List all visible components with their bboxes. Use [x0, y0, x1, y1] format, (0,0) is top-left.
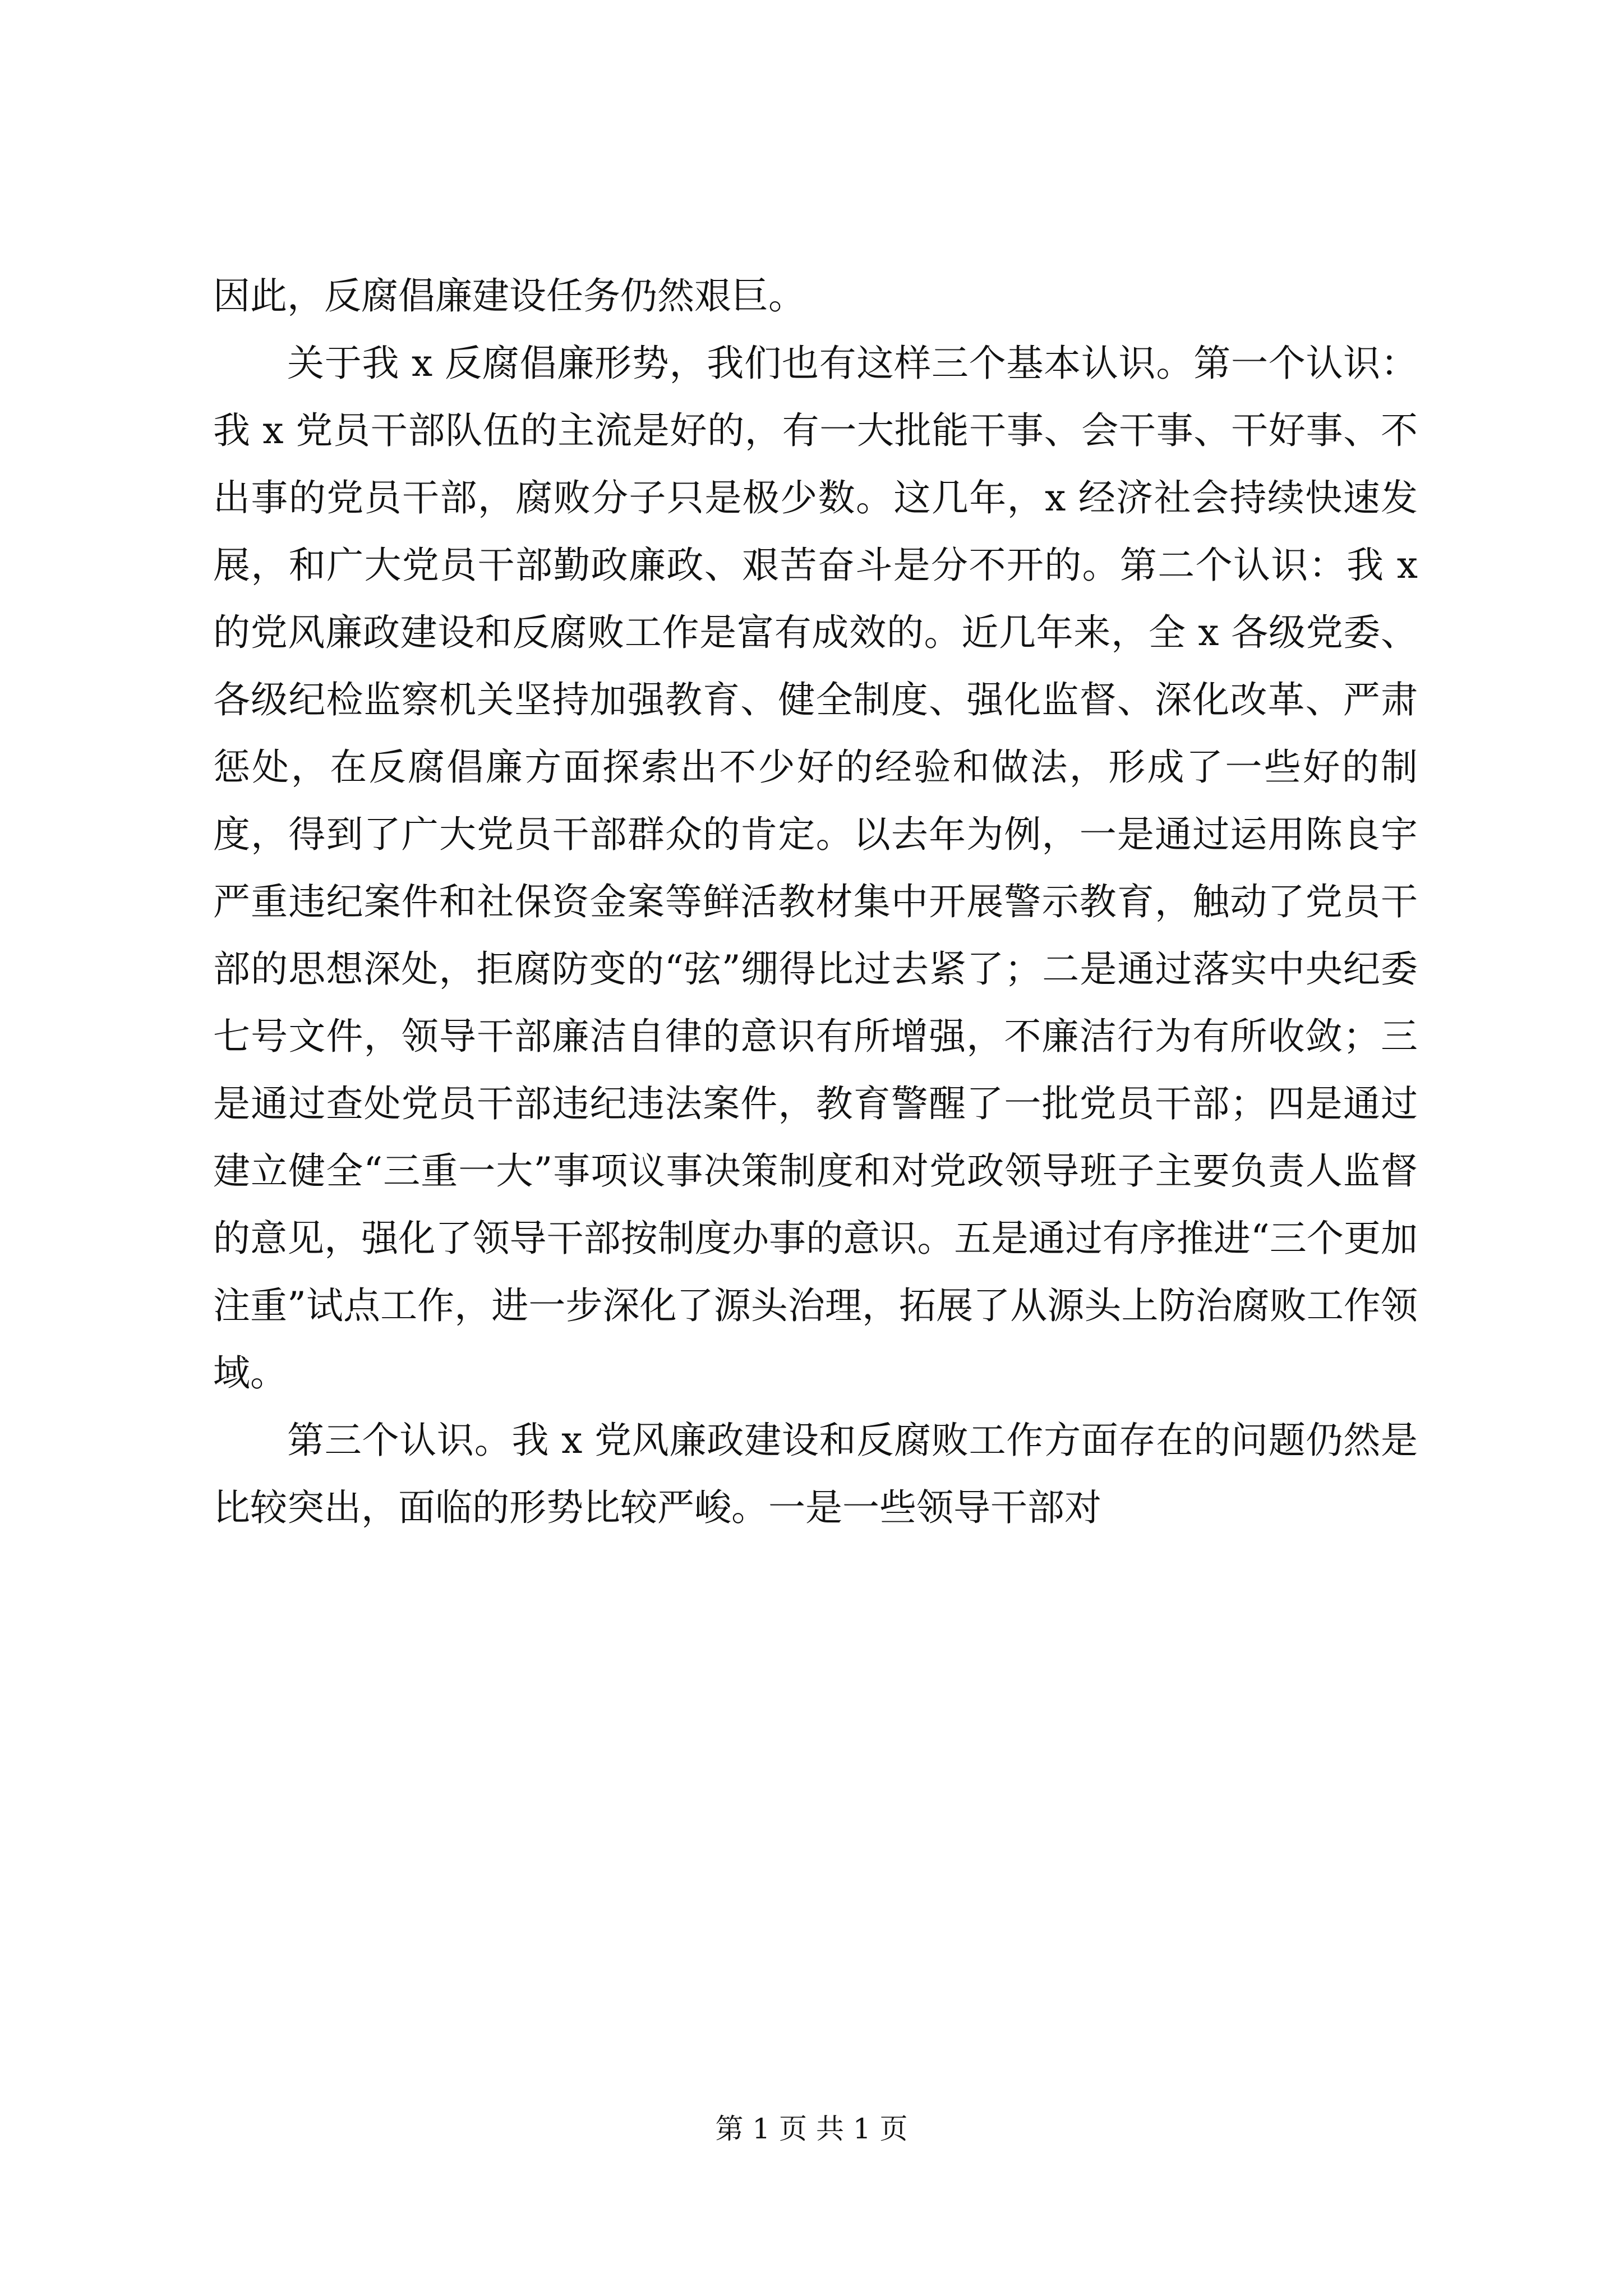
- body-text: [213, 263, 1418, 1542]
- paragraph-2: 关于我 x 反腐倡廉形势，我们也有这样三个基本认识。第一个认识：我 x 党员干部队伍的主流是好的，有一大批能干事、会干事、干好事、不出事的党员干部，腐败分子只是极少数。这几年，x 经济社会持续快速发展，和广大党员干部勤政廉政、艰苦奋斗是分不开的。第二个认识：我 x 的党风廉政建设和反腐败工作是富有成效的。近几年来，全 x 各级党委、各级纪检监察机关坚持加强教育、健全制度、强化监督、深化改革、严肃惩处，在反腐倡廉方面探索出不少好的经验和做法，形成了一些好的制度，得到了广大党员干部群众的肯定。以去年为例，一是通过运用陈良宇严重违纪案件和社保资金案等鲜活教材集中开展警示教育，触动了党员干部的思想深处，拒腐防变的“弦”绷得比过去紧了；二是通过落实中央纪委七号文件，领导干部廉洁自律的意识有所增强，不廉洁行为有所收敛；三是通过查处党员干部违纪违法案件，教育警醒了一批党员干部；四是通过建立健全“三重一大”事项议事决策制度和对党政领导班子主要负责人监督的意见，强化了领导干部按制度办事的意识。五是通过有序推进“三个更加注重”试点工作，进一步深化了源头治理，拓展了从源头上防治腐败工作领域。: [213, 342, 1418, 1395]
- page-footer: 第 1 页 共 1 页: [715, 2113, 908, 2145]
- paragraph-3: 第三个认识。我 x 党风廉政建设和反腐败工作方面存在的问题仍然是比较突出，面临的形势比较严峻。一是一些领导干部对: [213, 1419, 1418, 1529]
- paragraph-1: 因此，反腐倡廉建设任务仍然艰巨。: [213, 274, 805, 318]
